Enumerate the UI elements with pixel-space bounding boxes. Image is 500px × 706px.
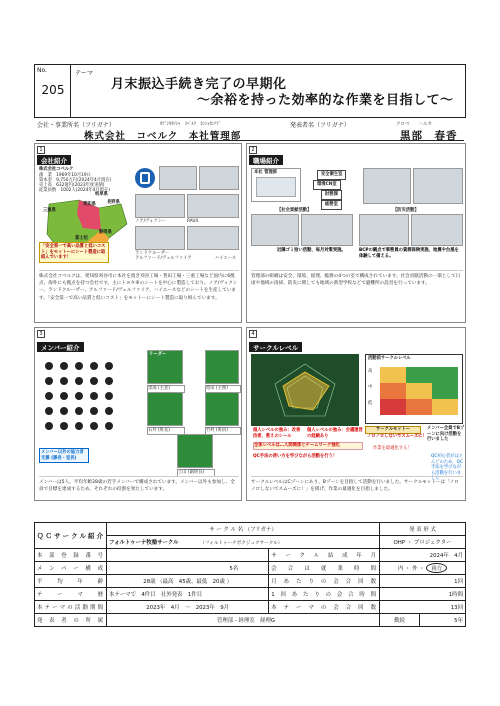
leader-tag: リーダー	[149, 352, 167, 357]
level-grid	[365, 354, 463, 424]
theme-header-box	[34, 64, 466, 118]
presenter-label: 発表者名（フリガナ）	[290, 122, 350, 129]
years-value: 2024年 4月	[380, 549, 466, 562]
member-name: 石井 (班長)	[147, 427, 185, 435]
company-kana: ｶﾌﾞｼｷｶｲｼｬ ｺﾍﾞﾙｸ ﾎﾝｼｬｶﾝﾘﾌﾞ	[160, 122, 221, 127]
member-photo	[177, 434, 213, 468]
workplace-panel	[246, 143, 466, 323]
circle-level-panel	[246, 327, 466, 501]
motto-label: サークルモットー	[365, 426, 421, 434]
photo-tag: 【社会貢献活動】	[277, 208, 312, 213]
office-photo	[363, 168, 411, 204]
period-label: 本テーマの活動期間	[35, 601, 107, 614]
theme-count-value: 本テーマで 4件目 社外発表 1件目	[107, 588, 269, 601]
section-title-members: メンバー紹介	[37, 342, 84, 352]
theme-title-line1: 月末振込手続き完了の早期化	[111, 77, 287, 92]
dept-value: 管理部 - 経理室 経理G	[107, 614, 380, 627]
member-name: 竹村 (班員)	[205, 427, 241, 435]
qc-note: QC初心者がほとんどのため、QC手法を学びながら活動を行いました	[431, 454, 464, 481]
circle-name: フォルトゥーナ牧塾サークル	[109, 540, 179, 546]
dept-box: 財務課	[321, 190, 342, 200]
members-label: メンバー構成	[35, 562, 107, 575]
company-label: 会社・事業所名（フリガナ）	[37, 122, 115, 129]
theme-number-cell	[35, 65, 71, 117]
company-fact: 売上高 632億円(2023年度実績)	[39, 183, 105, 188]
member-name: 上山 (副班長)	[177, 469, 215, 477]
radar-chart	[251, 354, 359, 426]
level-note: 全体レベルは…人間関係とチームワーク強化	[253, 442, 363, 450]
level-label: 高	[368, 369, 373, 374]
member-name: 黒部 (主査)	[147, 385, 185, 393]
company-small-name: 株式会社コベルク	[39, 167, 74, 172]
hours-value: 1時間	[380, 588, 466, 601]
motto-badge: 「安全第一で高い品質と低いコスト」をモットーにシート製造に取組んでいます！	[39, 242, 109, 263]
reg-label: 本 部 登 録 番 号	[35, 549, 107, 562]
company-fact: 創 業 1969年10月19日	[39, 173, 91, 178]
workplace-description: 管理部の組織は安全、環境、経理、総務の4つの室で構成されています。社会貢献活動の一環として日頃や地域の清掃、防災に関しても地域の新型学校などで避難所の設営を行っています。	[251, 270, 463, 287]
circle-name-label: サ ー ク ル 名 （フリガナ）	[107, 523, 380, 536]
company-fact: 資本金 9,750万円(2024年4月現在)	[39, 178, 112, 183]
car-photo	[187, 194, 239, 218]
circle-motto-sub: 作業を最適化する！	[373, 446, 412, 451]
company-logo-icon	[135, 168, 155, 188]
period-value: 2023年 4月 ～ 2023年 9月	[107, 601, 269, 614]
photo-tag: 【防災活動】	[393, 208, 419, 213]
product-label: RAV4	[187, 219, 199, 224]
region-label: 愛知県	[83, 202, 96, 207]
dept-box: 総務室	[321, 200, 342, 210]
dept-box: 安全衛生室	[317, 170, 346, 180]
activity-photo	[301, 214, 353, 246]
years-label: サークル結成年月	[269, 549, 380, 562]
presenter-name: 黒部 春香	[400, 130, 458, 142]
activity-photo	[251, 214, 299, 246]
office-photo	[413, 168, 463, 204]
theme-count-label: テ ー マ 暦	[35, 588, 107, 601]
dept-label: 発 表 者 の 所 属	[35, 614, 107, 627]
member-photo	[147, 392, 183, 426]
car-photo	[159, 166, 197, 190]
section-title-workplace: 職場紹介	[249, 155, 283, 165]
photo-caption: BCPの観点で事務員の資源保険実施、地震や台風を体験して備える。	[359, 248, 459, 259]
tenure-label: 勤続	[380, 614, 420, 627]
member-photo	[205, 350, 239, 384]
theme-number: 205	[41, 83, 65, 97]
tenure-value: 5年	[420, 614, 466, 627]
member-panel	[34, 327, 242, 501]
meeting-both: 両方	[426, 563, 447, 573]
region-label: 三重県	[43, 208, 56, 213]
level-note: QC手法の使い方を学びながら活動を行う！	[253, 454, 338, 459]
monthly-label: 月あたりの会合回数	[269, 575, 380, 588]
region-label: 静岡県	[99, 230, 112, 235]
member-photo	[205, 392, 239, 426]
section-number: 4	[249, 330, 257, 338]
level-label: 中	[368, 385, 373, 390]
company-description: 株式会社コベルクは、愛知県刈谷市に本社を置き刈谷工場・豊田工場・三重工場など国内に6拠点、海外にも拠点を持つ会社です。主にトヨタ車のシートを中心に製造しており、ノア/ヴォクシー、ランドクルーザー、アルファード/ヴェルファイア、ハイエースなどのシートを生産しています。「安全第一で高い品質と低いコスト」をモットーにシート製造に取り組んでいます。	[39, 270, 239, 302]
car-photo	[135, 226, 185, 250]
level-description: サークルレベルはCゾーンにあり、Bゾーンを目指して活動を行いました。サークルモットーは「ノロノロしないでスムーズに！」を掲げ、作業の最適化を目指しました。	[251, 476, 463, 493]
meeting-inside: 内	[397, 566, 404, 572]
members-value: 5名	[107, 562, 269, 575]
header-underline	[36, 140, 464, 141]
age-value: 28歳 （最高 45歳、最低 20歳 ）	[107, 575, 269, 588]
product-label: アルファード/ヴェルファイア	[135, 256, 192, 261]
car-photo	[135, 194, 185, 218]
monthly-value: 1回	[380, 575, 466, 588]
level-note: 個人レベルの強み：改善技術、教えのシール	[253, 428, 301, 439]
product-label: ランドクルーザー	[135, 251, 170, 256]
age-label: 平 均 年 齢	[35, 575, 107, 588]
region-label: 富士松	[75, 236, 88, 241]
section-number: 2	[249, 146, 257, 154]
total-value: 13回	[380, 601, 466, 614]
circle-kana: フォルトゥーナボクジュクサークル	[204, 541, 278, 546]
member-note: メンバー以外の協力者 支援 (課長・室長)	[39, 448, 89, 463]
activity-photo	[411, 214, 463, 246]
section-number: 3	[37, 330, 45, 338]
presenter-kana: クロベ ハルカ	[396, 122, 432, 127]
member-matrix	[39, 356, 129, 446]
section-title-level: サークルレベル	[249, 342, 302, 352]
style-option: プロジェクター	[413, 540, 452, 546]
level-label: 低	[368, 401, 373, 406]
level-side-note: メンバー全員でBゾーンに向け活動を行いました	[427, 426, 465, 442]
level-note: 個人レベルの強み：会議運営の経験あり	[307, 428, 363, 439]
circle-info-table: ＱＣサークル紹介 サ ー ク ル 名 （フリガナ） 発 表 形 式 フォルトゥーナ牧塾サークル （フォルトゥーナボクジュクサークル） OHP ・ プロジェクター 本 部 登 録 番 号 サークル結成年月 2024年 4月 メンバー構成 5名 会 合 は 就 業 時 間 内 ・ 外 ・ 両方 平 均 年 齢 28歳 （最高 45歳、最低 20歳 ） 月あたりの会合回数 1回 テ ー マ 暦 本テーマで 4件目 社外発表 1件目 1回あたりの会合時間 1時間 本テーマの活動期間 2023年 4月 ～ 2023年 9月 本テーマの会合回数 13回 発 表 者 の 所 属 管理部 - 経理室 経理G 勤続 5年	[34, 522, 466, 627]
style-label: 発 表 形 式	[380, 523, 466, 536]
product-label: ハイエース	[215, 256, 237, 261]
section-number: 1	[37, 146, 45, 154]
car-photo	[187, 226, 239, 250]
car-photo	[199, 166, 239, 190]
hours-label: 1回あたりの会合時間	[269, 588, 380, 601]
total-label: 本テーマの会合回数	[269, 601, 380, 614]
number-label: No.	[37, 67, 47, 74]
dept-box: 環境CN室	[313, 180, 341, 190]
company-name: 株式会社 コベルク 本社管理部	[84, 131, 242, 142]
photo-caption: 近隣ゴミ拾い活動、毎月対策実施。	[277, 248, 346, 253]
circle-motto: ノロノロしないでスムーズに！	[367, 434, 427, 439]
qc-label: ＱＣサークル紹介	[35, 523, 107, 549]
reg-value	[107, 549, 269, 562]
member-name: 原田 (主務)	[205, 385, 241, 393]
building-photo	[251, 168, 301, 202]
building-label: 本社 管理部	[254, 170, 277, 175]
section-title-company: 会社紹介	[37, 155, 71, 165]
radar-title: 活動前サークルレベル	[368, 356, 411, 361]
region-label: 長野県	[107, 200, 120, 205]
company-intro-panel	[34, 143, 242, 323]
product-label: ノア/ヴォクシー	[135, 219, 167, 224]
meeting-label: 会 合 は 就 業 時 間	[269, 562, 380, 575]
region-label: 岐阜県	[95, 192, 108, 197]
activity-photo	[359, 214, 409, 246]
style-option: OHP	[393, 540, 406, 546]
member-description: メンバーは5人。平均年齢28歳の若手メンバーで構成されています。メンバー以外も参加し、全員で目標を達成するため、それぞれの役割を果たしています。	[39, 476, 239, 493]
theme-title-line2: ～余裕を持った効率的な作業を目指して～	[197, 93, 454, 108]
meeting-outside: 外	[412, 566, 418, 572]
company-fact: 従業員数 1002人(2024年4月現在)	[39, 188, 110, 193]
theme-label: テーマ	[75, 70, 94, 77]
